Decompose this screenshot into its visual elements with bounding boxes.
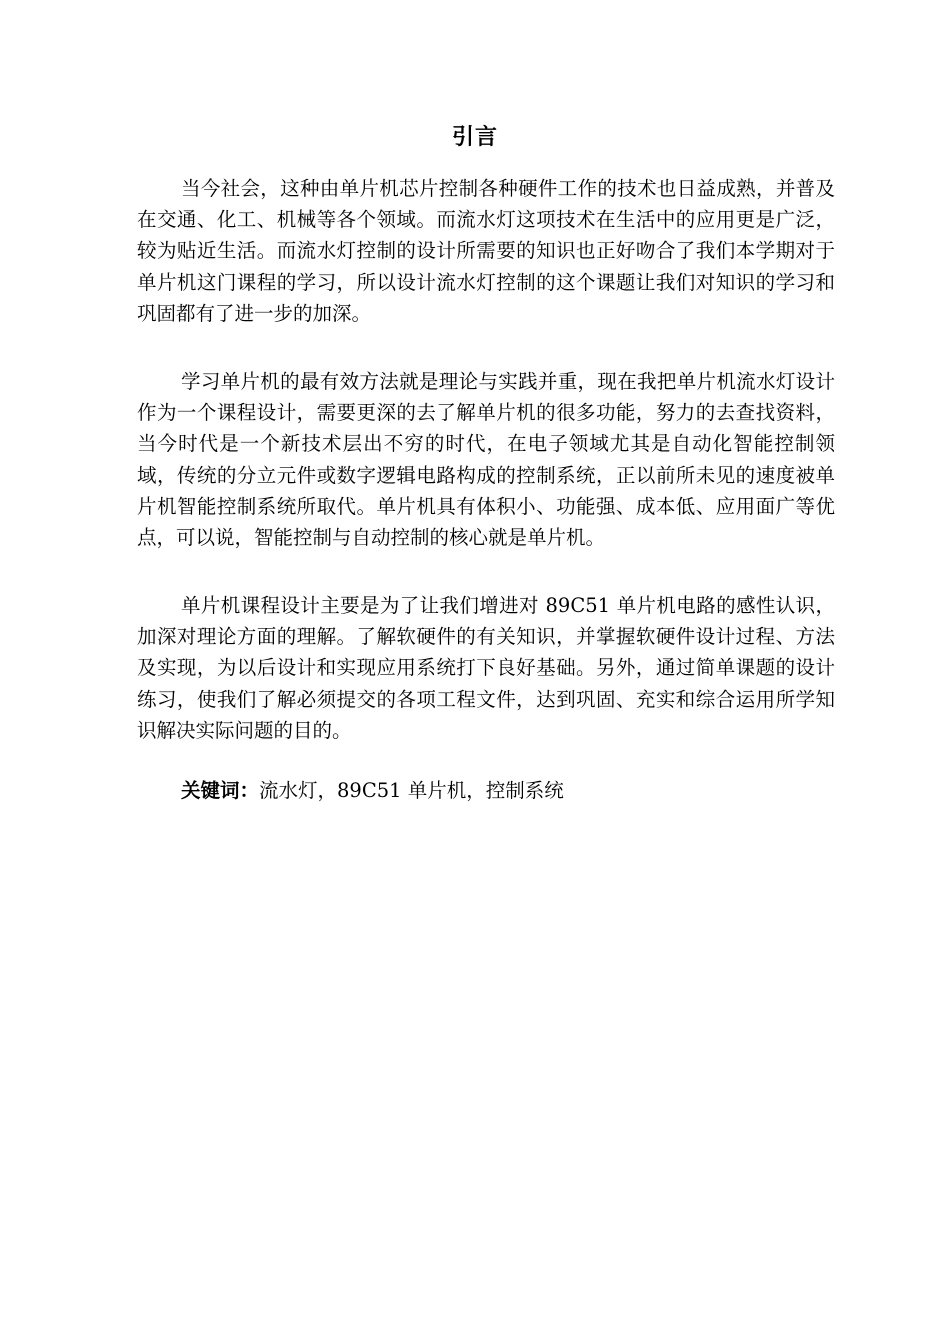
paragraph-learning-method: 学习单片机的最有效方法就是理论与实践并重，现在我把单片机流水灯设计作为一个课程设计，需要更深的去了解单片机的很多功能，努力的去查找资料，当今时代是一个新技术层出不穷的时代，在电子领域尤其是自动化智能控制领域，传统的分立元件或数字逻辑电路构成的控制系统，正以前所未见的速度被单片机智能控制系统所取代。单片机具有体积小、功能强、成本低、应用面广等优点，可以说，智能控制与自动控制的核心就是单片机。 [137, 370, 835, 550]
page-title: 引言 [451, 125, 498, 150]
paragraph-course-purpose: 单片机课程设计主要是为了让我们增进对 89C51 单片机电路的感性认识，加深对理论方面的理解。了解软硬件的有关知识，并掌握软硬件设计过程、方法及实现，为以后设计和实现应用系统打下良好基础。另外，通过简单课题的设计练习，使我们了解必须提交的各项工程文件，达到巩固、充实和综合运用所学知识解决实际问题的目的。 [137, 594, 835, 742]
keywords-label: 关键词： [181, 779, 260, 802]
paragraph-intro: 当今社会，这种由单片机芯片控制各种硬件工作的技术也日益成熟，并普及在交通、化工、机械等各个领域。而流水灯这项技术在生活中的应用更是广泛，较为贴近生活。而流水灯控制的设计所需要的知识也正好吻合了我们本学期对于单片机这门课程的学习，所以设计流水灯控制的这个课题让我们对知识的学习和巩固都有了进一步的加深。 [137, 177, 835, 325]
keywords-line [181, 775, 564, 806]
keywords-text: 流水灯，89C51 单片机，控制系统 [259, 779, 564, 802]
